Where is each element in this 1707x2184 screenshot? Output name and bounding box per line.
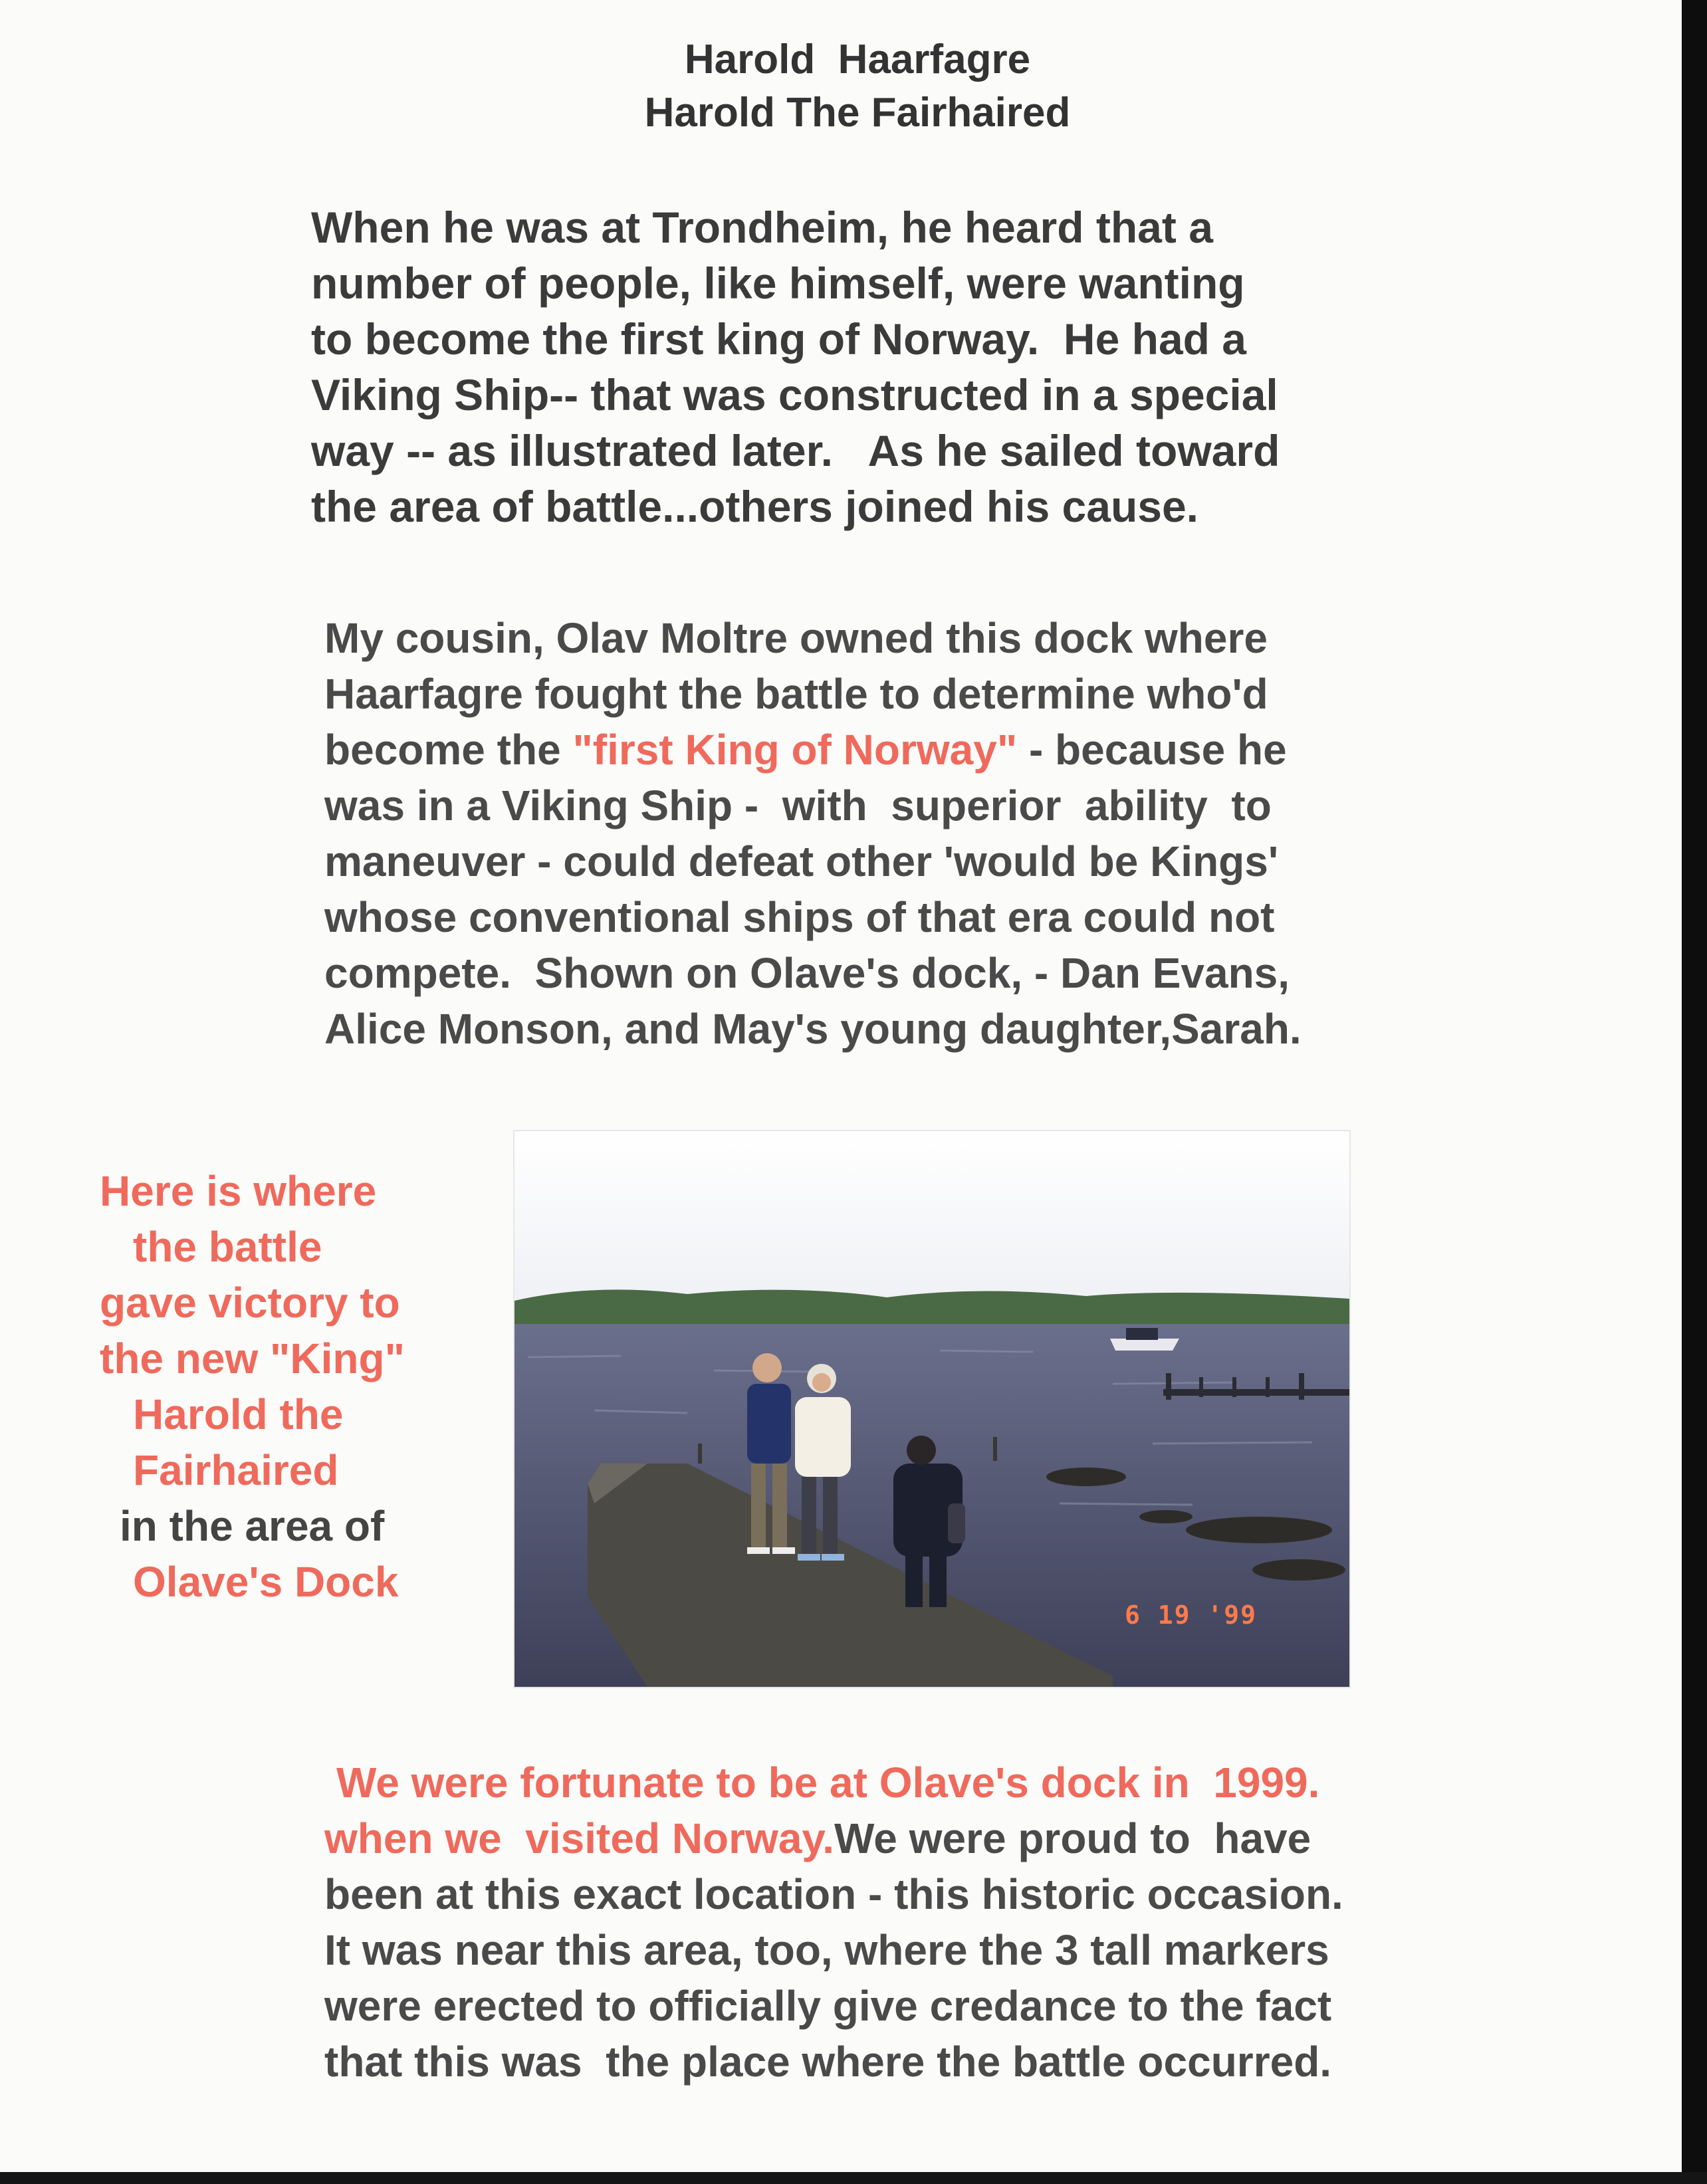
photo-caption (100, 1163, 499, 1610)
closing-line: been at this exact location - this historic occasion. (324, 1870, 1343, 1918)
intro-line: Viking Ship-- that was constructed in a special (311, 370, 1278, 419)
cousin-line: Haarfagre fought the battle to determine who'd (324, 670, 1268, 718)
caption-line: the battle (133, 1223, 322, 1271)
closing-text: We were proud to have (834, 1814, 1311, 1862)
visited-norway-highlight: when we visited Norway. (324, 1814, 835, 1862)
scan-edge (1682, 0, 1707, 2184)
caption-line: gave victory to (100, 1279, 400, 1327)
title-line-1: Harold Haarfagre (684, 37, 1031, 82)
cousin-paragraph (324, 610, 1302, 1057)
closing-line: were erected to officially give credance to the fact (324, 1982, 1332, 2030)
cousin-text: become the (324, 726, 573, 774)
cousin-text: - because he (1017, 726, 1287, 774)
cousin-line (324, 722, 1302, 778)
photo-date-stamp: 6 19 '99 (1125, 1600, 1258, 1630)
cousin-line: maneuver - could defeat other 'would be Kings' (324, 837, 1279, 885)
closing-line: that this was the place where the battle occurred. (324, 2038, 1332, 2086)
scan-edge-bottom (0, 2172, 1707, 2184)
caption-line: Here is where (100, 1167, 377, 1215)
cousin-line: My cousin, Olav Moltre owned this dock where (324, 614, 1268, 662)
caption-line: Fairhaired (133, 1446, 339, 1494)
caption-line: Harold the (133, 1390, 344, 1438)
caption-line: in the area of (120, 1502, 385, 1550)
closing-line: We were fortunate to be at Olave's dock in 1999. (336, 1759, 1320, 1806)
cousin-line: was in a Viking Ship - with superior ability to (324, 782, 1272, 829)
cousin-line: Alice Monson, and May's young daughter,Sarah. (324, 1005, 1302, 1053)
intro-line: way -- as illustrated later. As he sailed toward (311, 426, 1280, 475)
sky (514, 1131, 1349, 1311)
intro-paragraph (311, 199, 1280, 534)
title-line-2: Harold The Fairhaired (644, 90, 1071, 136)
intro-line: the area of battle...others joined his cause. (311, 482, 1199, 531)
page-title (505, 33, 1210, 140)
closing-line: It was near this area, too, where the 3 tall markers (324, 1926, 1329, 1974)
intro-line: When he was at Trondheim, he heard that a (311, 203, 1213, 252)
caption-line: the new "King" (100, 1335, 405, 1382)
caption-line: Olave's Dock (133, 1558, 399, 1606)
first-king-highlight: "first King of Norway" (572, 726, 1018, 774)
intro-line: to become the first king of Norway. He had a (311, 314, 1247, 364)
cousin-line: whose conventional ships of that era could not (324, 893, 1275, 941)
closing-line (324, 1810, 1343, 1866)
intro-line: number of people, like himself, were wanting (311, 259, 1245, 308)
dock-photo (513, 1130, 1351, 1688)
closing-paragraph (324, 1755, 1343, 2090)
cousin-line: compete. Shown on Olave's dock, - Dan Evans, (324, 949, 1290, 997)
